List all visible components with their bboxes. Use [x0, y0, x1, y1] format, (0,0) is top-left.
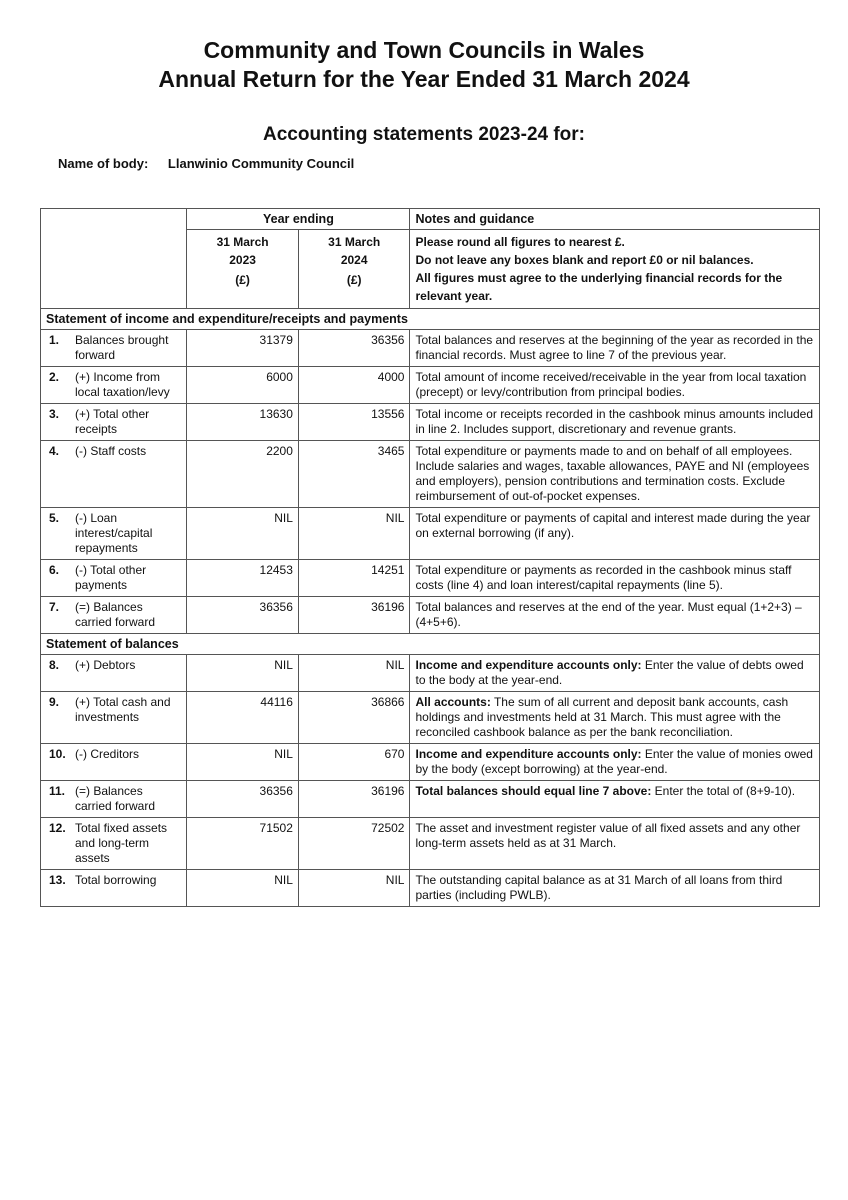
row-note-bold: Income and expenditure accounts only: — [415, 747, 642, 761]
table-row — [41, 870, 820, 907]
value-2024: 3465 — [298, 441, 410, 508]
row-note-bold: Income and expenditure accounts only: — [415, 658, 642, 672]
value-2024: 14251 — [298, 560, 410, 597]
row-note — [410, 692, 820, 744]
table-row — [41, 597, 820, 634]
section-title: Statement of balances — [41, 634, 820, 655]
row-label-cell — [41, 330, 187, 367]
row-label-cell — [41, 870, 187, 907]
row-note-text: Enter the total of (8+9-10). — [651, 784, 796, 798]
row-note-text: Total balances and reserves at the end of the year. Must equal (1+2+3) – (4+5+6). — [415, 600, 802, 629]
value-2024: 36866 — [298, 692, 410, 744]
column-2024-line: 2024 — [340, 253, 368, 267]
title-line-1: Community and Town Councils in Wales — [203, 37, 645, 63]
row-note — [410, 818, 820, 870]
row-label: (-) Total other payments — [75, 563, 147, 592]
row-label-cell — [41, 818, 187, 870]
row-note-text: The sum of all current and deposit bank accounts, cash holdings and investments held at 31 March. This must agree with the reconciled cashbook balance as per the bank reconciliation. — [415, 695, 789, 739]
year-ending-header: Year ending — [187, 209, 410, 230]
row-number: 11. — [49, 784, 66, 798]
table-row — [41, 692, 820, 744]
row-note-text: Total expenditure or payments as recorded in the cashbook minus staff costs (line 4) and loan interest/capital repayments (line 5). — [415, 563, 792, 592]
row-label: (-) Staff costs — [75, 444, 147, 458]
value-2023: NIL — [187, 744, 299, 781]
table-row — [41, 818, 820, 870]
guidance-line: Please round all figures to nearest £. — [415, 235, 625, 249]
row-note-text: Total income or receipts recorded in the cashbook minus amounts included in line 2. Includes support, discretionary and revenue grants. — [415, 407, 814, 436]
row-note-text: Total expenditure or payments of capital and interest made during the year on external borrowing (if any). — [415, 511, 811, 540]
row-label-cell — [41, 404, 187, 441]
row-note — [410, 781, 820, 818]
value-2023: 13630 — [187, 404, 299, 441]
table-row — [41, 744, 820, 781]
row-note — [410, 508, 820, 560]
row-label-cell — [41, 655, 187, 692]
row-note-bold: All accounts: — [415, 695, 491, 709]
table-row — [41, 441, 820, 508]
row-note — [410, 744, 820, 781]
value-2024: 72502 — [298, 818, 410, 870]
column-2023-line: 31 March — [216, 235, 269, 249]
header-blank-cell — [41, 209, 187, 309]
value-2023: 71502 — [187, 818, 299, 870]
row-note-text: Total expenditure or payments made to and on behalf of all employees. Include salaries and wages, taxable allowances, PAYE and NI (employees and employers), pension contributions and termination costs. Exclude reimbursement of out-of-pocket expenses. — [415, 444, 810, 503]
row-label: (=) Balances carried forward — [75, 600, 156, 629]
value-2023: 2200 — [187, 441, 299, 508]
row-note-text: Enter the value of debts owed to the body at the year-end. — [415, 658, 804, 687]
row-note-text: Total amount of income received/receivable in the year from local taxation (precept) or levy/contribution from principal bodies. — [415, 370, 807, 399]
row-note-text: Total balances and reserves at the beginning of the year as recorded in the financial records. Must agree to line 7 of the previous year. — [415, 333, 814, 362]
value-2023: NIL — [187, 508, 299, 560]
row-number: 6. — [49, 563, 60, 577]
column-2023-header — [187, 230, 299, 309]
row-number: 12. — [49, 821, 66, 835]
table-row — [41, 330, 820, 367]
section-title: Statement of income and expenditure/receipts and payments — [41, 309, 820, 330]
row-label: (-) Creditors — [75, 747, 140, 761]
value-2023: NIL — [187, 870, 299, 907]
row-label-cell — [41, 560, 187, 597]
row-number: 4. — [49, 444, 60, 458]
value-2023: 36356 — [187, 781, 299, 818]
row-label-cell — [41, 441, 187, 508]
table-row — [41, 781, 820, 818]
column-2024-header — [298, 230, 410, 309]
value-2024: 4000 — [298, 367, 410, 404]
row-number: 2. — [49, 370, 60, 384]
row-number: 3. — [49, 407, 60, 421]
row-label-cell — [41, 597, 187, 634]
guidance-line: Do not leave any boxes blank and report £0 or nil balances. — [415, 253, 754, 267]
row-note-text: The asset and investment register value of all fixed assets and any other long-term assets held as at 31 March. — [415, 821, 801, 850]
row-note — [410, 560, 820, 597]
row-note — [410, 404, 820, 441]
statement-body — [41, 309, 820, 907]
section-header-row — [41, 309, 820, 330]
table-row — [41, 655, 820, 692]
row-note-text: The outstanding capital balance as at 31 March of all loans from third parties (including PWLB). — [415, 873, 783, 902]
row-label: Total fixed assets and long-term assets — [75, 821, 168, 865]
guidance-line: All figures must agree to the underlying financial records for the relevant year. — [415, 271, 783, 303]
column-2024-line: 31 March — [328, 235, 381, 249]
title-line-2: Annual Return for the Year Ended 31 March 2024 — [158, 66, 690, 92]
name-of-body-label: Name of body: — [58, 156, 149, 171]
row-number: 1. — [49, 333, 60, 347]
value-2024: 670 — [298, 744, 410, 781]
row-note — [410, 330, 820, 367]
row-note — [410, 367, 820, 404]
value-2023: 12453 — [187, 560, 299, 597]
row-note — [410, 655, 820, 692]
row-number: 10. — [49, 747, 66, 761]
row-label-cell — [41, 508, 187, 560]
column-2023-line: 2023 — [229, 253, 256, 267]
row-label-cell — [41, 744, 187, 781]
table-row — [41, 560, 820, 597]
row-number: 8. — [49, 658, 60, 672]
table-row — [41, 367, 820, 404]
row-label: Balances brought forward — [75, 333, 169, 362]
row-note — [410, 441, 820, 508]
value-2024: NIL — [298, 655, 410, 692]
row-label: (+) Debtors — [75, 658, 136, 672]
row-number: 5. — [49, 511, 60, 525]
row-label: (+) Total other receipts — [75, 407, 150, 436]
row-note — [410, 597, 820, 634]
section-header-row — [41, 634, 820, 655]
row-number: 13. — [49, 873, 66, 887]
row-label: Total borrowing — [75, 873, 157, 887]
value-2024: 36356 — [298, 330, 410, 367]
value-2023: 6000 — [187, 367, 299, 404]
value-2024: NIL — [298, 870, 410, 907]
row-number: 7. — [49, 600, 60, 614]
value-2024: 36196 — [298, 781, 410, 818]
subtitle: Accounting statements 2023-24 for: — [262, 124, 586, 145]
name-of-body-value: Llanwinio Community Council — [167, 156, 355, 171]
header-row-top — [41, 209, 820, 230]
table-row — [41, 508, 820, 560]
row-label-cell — [41, 367, 187, 404]
document-title — [0, 36, 848, 94]
row-note — [410, 870, 820, 907]
guidance-cell — [410, 230, 820, 309]
row-note-text: Enter the value of monies owed by the body (except borrowing) at the year-end. — [415, 747, 813, 776]
row-label: (=) Balances carried forward — [75, 784, 156, 813]
accounting-statements-table — [40, 208, 820, 907]
value-2024: NIL — [298, 508, 410, 560]
row-label: (-) Loan interest/capital repayments — [75, 511, 153, 555]
row-label: (+) Income from local taxation/levy — [75, 370, 170, 399]
column-2023-line: (£) — [235, 273, 250, 287]
value-2023: 36356 — [187, 597, 299, 634]
value-2023: 44116 — [187, 692, 299, 744]
column-2024-line: (£) — [346, 273, 362, 287]
row-number: 9. — [49, 695, 60, 709]
row-label-cell — [41, 781, 187, 818]
row-note-bold: Total balances should equal line 7 above: — [415, 784, 652, 798]
notes-guidance-header: Notes and guidance — [410, 209, 820, 230]
table-row — [41, 404, 820, 441]
row-label: (+) Total cash and investments — [75, 695, 171, 724]
value-2023: 31379 — [187, 330, 299, 367]
name-of-body — [58, 156, 354, 171]
value-2024: 36196 — [298, 597, 410, 634]
row-label-cell — [41, 692, 187, 744]
value-2024: 13556 — [298, 404, 410, 441]
value-2023: NIL — [187, 655, 299, 692]
